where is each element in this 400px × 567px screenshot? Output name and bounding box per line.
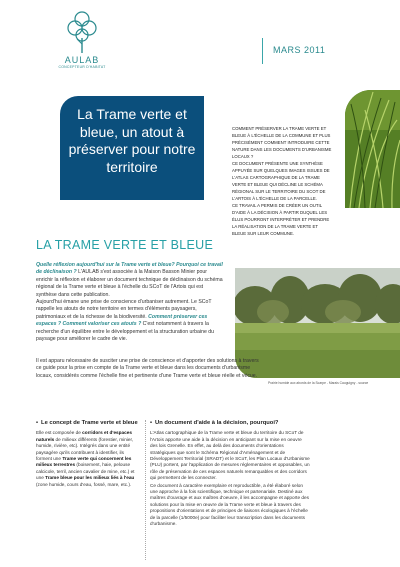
column-heading — [150, 420, 310, 427]
decision-column — [150, 420, 310, 529]
bullet-icon: • — [150, 420, 153, 426]
text-run: (boisement, haie, pelouse calcicole, terril, ancien cavalier de mine, etc.) et une — [36, 462, 135, 481]
column-text — [150, 430, 310, 527]
bold-run: corridors et d'espaces naturels — [36, 430, 132, 442]
tree-logo-icon — [67, 10, 97, 54]
intro-text — [232, 125, 332, 237]
lead-question: Quelle réflexion aujourd'hui sur la Trame verte et bleue? Pourquoi ce travail de déclinaison ? — [36, 262, 223, 276]
paragraph: Il est apparu nécessaire de susciter une prise de conscience et d'apporter des solutions à travers ce guide pour la prise en compte de la Trame verte et bleue dans les documents d'urbanisme locaux, considérés comme l'échelle fine et pertinente d'une Trame verte et bleue réelle et vécue. — [36, 358, 259, 379]
date-box — [262, 38, 331, 64]
text-run: Elle est composée de — [36, 430, 83, 436]
lead-text: L'AULAB s'est associée à la Maison Basson Minier pour enrichir la réflexion et élaborer un document technique de déclinaison du schéma régional de la Trame verte et bleue à l'échelle du SCoT de l'Artois qui est synthèse dans cette publication. — [36, 269, 223, 298]
column-divider — [145, 420, 146, 560]
intro-paragraph: CE DOCUMENT PRÉSENTE UNE SYNTHÈSE APPUYÉE SUR QUELQUES IMAGES ISSUES DE L'ATLAS CARTOGRAPHIQUE DE LA TRAME VERTE ET BLEUE QUI DÉCLINE LE SCHÉMA RÉGIONAL SUR LE TERRITOIRE DU SCOT DE L'ARTOIS À L'ÉCHELLE DE LA PARCELLE. — [232, 161, 330, 201]
paragraph-question: Comment préserver ces espaces ? Comment valoriser ces atouts ? — [36, 313, 208, 328]
column-text — [36, 430, 140, 488]
title-panel — [60, 96, 204, 200]
text-run: (zone humide, cours d'eau, fossé, mare, etc.). — [36, 481, 132, 487]
bullet-icon: • — [36, 420, 39, 426]
publication-date: MARS 2011 — [273, 45, 326, 55]
lead-paragraph — [36, 262, 224, 343]
photo-caption: Prairie humide aux abords de la Scarpe - Marais Cauguigny - source — [268, 381, 369, 385]
logo-name: AULAB — [64, 55, 100, 65]
paragraph-text: C'est notamment à travers la recherche d'un équilibre entre le développement et la structuration urbaine du paysage pour améliorer le cadre de vie. — [36, 321, 215, 343]
logo — [52, 10, 112, 76]
column-heading — [36, 420, 140, 427]
bold-run: Trame bleue pour les milieux liés à l'eau — [45, 475, 135, 481]
intro-paragraph: CE TRAVAIL A PERMIS DE CRÉER UN OUTIL D'AIDE À LA DÉCISION À PARTIR DUQUEL LES ÉLUS POURRONT INTERPRÉTER ET PRENDRE LA RÉALISATION DE LA TRAME VERTE ET BLEUE SUR LEUR COMMUNE. — [232, 203, 330, 236]
paragraph-text: Aujourd'hui émane une prise de conscience d'urbaniser autrement. Le SCoT rappelle les atouts de notre territoire en termes d'éléments paysagers, patrimoniaux et de la richesse de la biodiversité. — [36, 299, 212, 320]
grass-photo — [345, 90, 400, 208]
text-run: de milieux différents (forestier, minier, humide, rivière, etc). Intégrés dans une entité paysagère qu'ils contribuent à identifier, ils forment une — [36, 436, 134, 462]
logo-tagline: CONCEPTEUR D'HABITAT — [58, 65, 106, 69]
page-title: La Trame verte et bleue, un atout à préserver pour notre territoire — [68, 106, 196, 175]
column-paragraph: L'Atlas cartographique de la Trame verte et bleue du territoire du SCoT de l'Artois apporte une aide à la décision en anticipant sur la mise en oeuvre des lois Grenelle. En effet, au delà des documents d'orientations stratégiques que sont le Schéma Régional d'Aménagement et de Développement Territorial (SRADT) et le SCoT, les Plan Locaux d'Urbanisme (PLU) portent, par l'application de mesures réglementaires et opposables, un rôle de préservation de ces espaces naturels remarquables et des corridors qui permettent de les connecter. — [150, 430, 310, 481]
bold-run: Trame verte qui concernent les milieux terrestres — [36, 456, 132, 468]
section-title: LA TRAME VERTE ET BLEUE — [36, 238, 214, 252]
column-paragraph: Ce document à caractère exemplaire et reproductible, a été élaboré selon une approche à la fois scientifique, technique et partenariale. Destiné aux maîtres d'ouvrage et aux maîtres d'oeuvre, il les accompagne et apporte des solutions pour la mise en œuvre de la Trame verte et bleue à travers des propositions d'orientations et de principes de liaisons écologiques à l'échelle de la parcelle (1/5000e) pour faciliter leur transcription dans les documents d'urbanisme. — [150, 482, 309, 527]
column-title: Le concept de Trame verte et bleue — [41, 420, 138, 426]
intro-paragraph: COMMENT PRÉSERVER LA TRAME VERTE ET BLEUE À L'ÉCHELLE DE LA COMMUNE ET PLUS PRÉCISÉMENT COMMENT INTRODUIRE CETTE NATURE DANS LES DOCUMENTS D'URBANISME LOCAUX ? — [232, 126, 332, 159]
column-title: Un document d'aide à la décision, pourquoi? — [155, 420, 279, 426]
concept-column — [36, 420, 140, 488]
